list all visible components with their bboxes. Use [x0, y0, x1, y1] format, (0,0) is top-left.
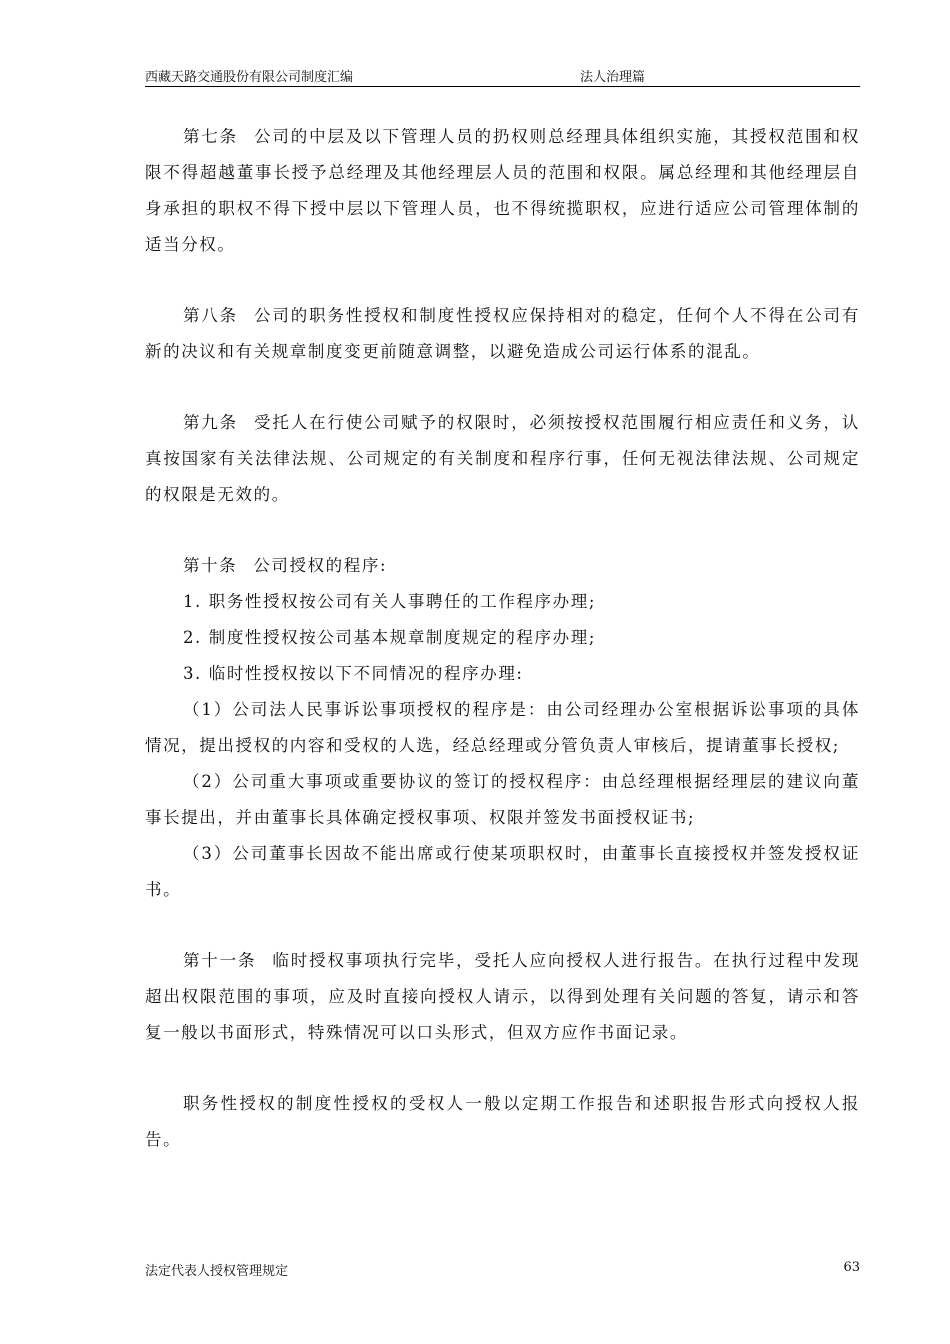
header-company-title: 西藏天路交通股份有限公司制度汇编	[145, 70, 354, 85]
page-number: 63	[843, 1260, 860, 1275]
article-10-subitem-1: （1）公司法人民事诉讼事项授权的程序是：由公司经理办公室根据诉讼事项的具体情况，提出授权的内容和受权的人选，经总经理或分管负责人审核后，提请董事长授权;	[145, 700, 860, 755]
article-8-label: 第八条	[182, 306, 239, 325]
article-8	[145, 298, 860, 370]
article-10-item-3: 3. 临时性授权按以下不同情况的程序办理:	[182, 664, 524, 683]
article-7-label: 第七条	[182, 127, 239, 146]
article-11-text: 临时授权事项执行完毕，受托人应向授权人进行报告。在执行过程中发现超出权限范围的事项，应及时直接向授权人请示，以得到处理有关问题的答复，请示和答复一般以书面形式，特殊情况可以口头形式，但双方应作书面记录。	[145, 951, 860, 1042]
document-body	[145, 119, 860, 1158]
article-9	[145, 405, 860, 513]
article-10-subitem-2: （2）公司重大事项或重要协议的签订的授权程序：由总经理根据经理层的建议向董事长提出，并由董事长具体确定授权事项、权限并签发书面授权证书;	[145, 772, 860, 827]
page-footer	[145, 1260, 860, 1280]
article-10-label: 第十条	[182, 556, 238, 575]
article-11	[145, 943, 860, 1051]
page-header	[145, 64, 860, 87]
article-10-item-2: 2. 制度性授权按公司基本规章制度规定的程序办理;	[182, 628, 596, 647]
closing-paragraph: 职务性授权的制度性授权的受权人一般以定期工作报告和述职报告形式向授权人报告。	[145, 1094, 860, 1149]
header-section-title: 法人治理篇	[580, 70, 646, 85]
article-9-label: 第九条	[182, 413, 239, 432]
article-8-text: 公司的职务性授权和制度性授权应保持相对的稳定，任何个人不得在公司有新的决议和有关规章制度变更前随意调整，以避免造成公司运行体系的混乱。	[145, 306, 860, 361]
article-10-text: 公司授权的程序:	[253, 556, 388, 575]
article-10-item-1: 1. 职务性授权按公司有关人事聘任的工作程序办理;	[182, 592, 596, 611]
article-7	[145, 119, 860, 263]
article-9-text: 受托人在行使公司赋予的权限时，必须按授权范围履行相应责任和义务，认真按国家有关法律法规、公司规定的有关制度和程序行事，任何无视法律法规、公司规定的权限是无效的。	[145, 413, 860, 504]
article-7-text: 公司的中层及以下管理人员的扔权则总经理具体组织实施，其授权范围和权限不得超越董事长授予总经理及其他经理层人员的范围和权限。属总经理和其他经理层自身承担的职权不得下授中层以下管理人员，也不得统揽职权，应进行适应公司管理体制的适当分权。	[145, 127, 860, 254]
article-10	[145, 548, 860, 584]
footer-document-title: 法定代表人授权管理规定	[145, 1264, 289, 1279]
article-10-subitem-3: （3）公司董事长因故不能出席或行使某项职权时，由董事长直接授权并签发授权证书。	[145, 844, 860, 899]
article-11-label: 第十一条	[182, 951, 257, 970]
